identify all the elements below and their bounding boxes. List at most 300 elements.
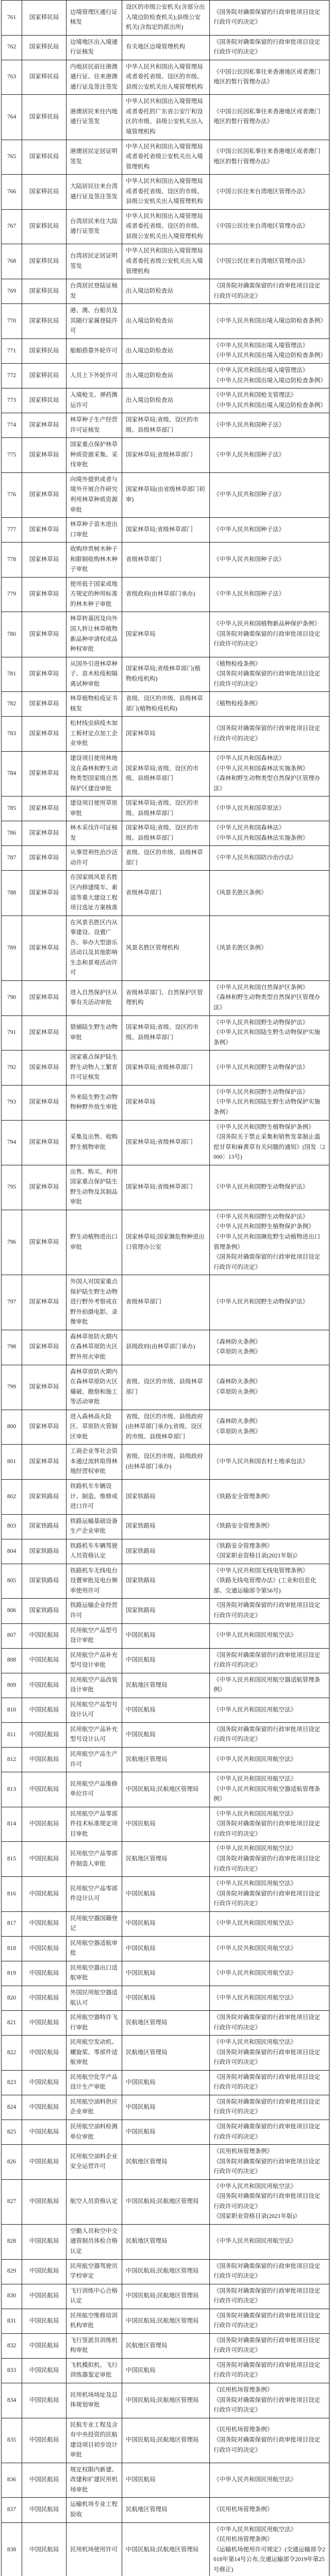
department-cell: 国家林草局 — [22, 1015, 67, 1050]
row-number: 800 — [2, 1410, 22, 1445]
legal-basis-cell — [210, 1410, 329, 1445]
department-cell: 国家铁路局 — [22, 1514, 67, 1539]
department-cell: 国家移民局 — [22, 244, 67, 279]
department-cell: 国家移民局 — [22, 175, 67, 210]
legal-basis-entry: 《中华人民共和国枪支管理法》 — [213, 391, 325, 401]
implementing-agency-cell: 中国民航局;民航地区管理局 — [122, 2309, 210, 2333]
legal-basis-entry: 《中华人民共和国民用航空法》 — [213, 1919, 325, 1929]
department-cell: 中国民航局 — [22, 1748, 67, 1772]
department-cell: 国家林草局 — [22, 657, 67, 692]
table-row — [2, 35, 329, 60]
legal-basis-entry: 《中华人民共和国草原法》 — [213, 804, 325, 814]
legal-basis-cell — [210, 413, 329, 438]
table-row — [2, 1648, 329, 1673]
legal-basis-cell — [210, 2309, 329, 2333]
implementing-agency-cell: 中国民航局;民航地区管理局 — [122, 1772, 210, 1807]
legal-basis-cell — [210, 1330, 329, 1365]
legal-basis-cell — [210, 1936, 329, 1961]
row-number: 793 — [2, 1085, 22, 1120]
implementing-agency-cell: 国家林草局;省级、设区的市级、县级林草部门 — [122, 413, 210, 438]
row-number: 805 — [2, 1564, 22, 1599]
item-name-cell: 内地居民前往港澳通行证、往来港澳通行证及签注签发 — [67, 60, 122, 95]
legal-basis-entry: 《民用机场管理条例》 — [213, 2425, 325, 2435]
item-name-cell: 航空人员资格认定 — [67, 2179, 122, 2224]
implementing-agency-cell: 中华人民共和国出入境管理局或者委托的广东省公安厅和设区的市级、县级公安机关出入境管理机构 — [122, 95, 210, 140]
approval-items-table — [1, 0, 329, 2576]
department-cell: 中国民航局 — [22, 2120, 67, 2144]
item-name-cell: 边境管理区通行证核发 — [67, 1, 122, 36]
item-name-cell: 民用航空器适航审批 — [67, 1936, 122, 1961]
item-name-cell: 民用航空产品维修单位许可 — [67, 1772, 122, 1807]
item-name-cell: 港澳居民来往内地通行证签发 — [67, 95, 122, 140]
legal-basis-entry: 《中华人民共和国种子法》 — [213, 589, 325, 600]
table-row — [2, 980, 329, 1015]
legal-basis-entry: 《中华人民共和国无线电管理条例》 — [213, 1566, 325, 1577]
legal-basis-cell — [210, 438, 329, 473]
row-number: 801 — [2, 1445, 22, 1480]
row-number: 796 — [2, 1210, 22, 1275]
implementing-agency-cell: 省级、设区的市级、县级林草部门 — [122, 1365, 210, 1410]
legal-basis-entry: 《民用机场管理条例》 — [213, 2535, 325, 2545]
legal-basis-cell — [210, 752, 329, 796]
department-cell: 中国民航局 — [22, 1877, 67, 1912]
row-number: 780 — [2, 612, 22, 657]
item-name-cell: 林草种子生产经营许可证核发 — [67, 413, 122, 438]
legal-basis-entry: 《国务院对确需保留的行政审批项目设定行政许可的决定》 — [213, 1725, 325, 1745]
department-cell: 中国民航局 — [22, 2070, 67, 2095]
implementing-agency-cell: 省级林草部门 — [122, 543, 210, 578]
item-name-cell: 国家重点保护林草种质资源采集、采伐审批 — [67, 438, 122, 473]
department-cell: 中国民航局 — [22, 2011, 67, 2036]
implementing-agency-cell: 中国民航局 — [122, 1961, 210, 1986]
legal-basis-entry: 《中华人民共和国民用航空法》 — [213, 1944, 325, 1954]
row-number: 834 — [2, 2383, 22, 2418]
row-number: 816 — [2, 1877, 22, 1912]
table-row — [2, 871, 329, 916]
item-name-cell: 民用航空产品改装设计审批 — [67, 1673, 122, 1698]
item-name-cell: 松材线虫病疫木加工板材定点加工企业审批 — [67, 717, 122, 752]
item-name-cell: 民用航空化学产品设计生产审批 — [67, 2070, 122, 2095]
legal-basis-cell — [210, 1445, 329, 1480]
item-name-cell: 民用航空产品零部件设计认可 — [67, 1877, 122, 1912]
legal-basis-cell — [210, 2259, 329, 2284]
legal-basis-cell — [210, 543, 329, 578]
legal-basis-cell — [210, 2498, 329, 2522]
item-name-cell: 外来陆生野生动物物种野外放生审批 — [67, 1085, 122, 1120]
row-number: 770 — [2, 304, 22, 339]
legal-basis-cell — [210, 35, 329, 60]
item-name-cell: 民航专业工程及含有中央投资的民航建设项目初步设计审批 — [67, 2418, 122, 2463]
legal-basis-entry: 《中华人民共和国种子法》 — [213, 420, 325, 431]
implementing-agency-cell: 中国民航局 — [122, 1877, 210, 1912]
legal-basis-cell — [210, 1120, 329, 1165]
legal-basis-cell — [210, 1698, 329, 1722]
item-name-cell: 台湾居民登陆证核发 — [67, 279, 122, 304]
department-cell: 国家移民局 — [22, 140, 67, 175]
table-row — [2, 2179, 329, 2224]
department-cell: 国家林草局 — [22, 518, 67, 543]
legal-basis-entry: 《国务院对确需保留的行政审批项目设定行政许可的决定》 — [213, 1601, 325, 1621]
legal-basis-entry: 《中华人民共和国野生动物保护法》 — [213, 1063, 325, 1073]
row-number: 763 — [2, 60, 22, 95]
item-name-cell: 民用航空产品零部件技术标准规定项目审批 — [67, 1807, 122, 1842]
table-row — [2, 796, 329, 821]
implementing-agency-cell: 国家林草局;省级林草部门 — [122, 1120, 210, 1165]
row-number: 797 — [2, 1275, 22, 1330]
row-number: 787 — [2, 846, 22, 871]
row-number: 825 — [2, 2120, 22, 2144]
department-cell: 中国民航局 — [22, 1961, 67, 1986]
item-name-cell: 铁路机车无线电台设置审批及电台频率使用许可 — [67, 1564, 122, 1599]
implementing-agency-cell: 民航地区管理局 — [122, 1673, 210, 1698]
row-number: 778 — [2, 543, 22, 578]
department-cell: 国家移民局 — [22, 60, 67, 95]
table-row — [2, 1275, 329, 1330]
table-row — [2, 363, 329, 388]
table-row — [2, 388, 329, 413]
legal-basis-entry: 《国务院对确需保留的行政审批项目设定行政许可的决定》 — [213, 2013, 325, 2033]
legal-basis-entry: 《国务院对确需保留的行政审批项目设定行政许可的决定》 — [213, 2435, 325, 2455]
row-number: 774 — [2, 413, 22, 438]
legal-basis-entry: 《国务院对确需保留的行政审批项目设定行政许可的决定》 — [213, 1651, 325, 1671]
row-number: 784 — [2, 752, 22, 796]
legal-basis-entry: 《中华人民共和国种子法》 — [213, 555, 325, 565]
item-name-cell: 船舶搭靠外轮许可 — [67, 338, 122, 363]
table-row — [2, 717, 329, 752]
row-number: 821 — [2, 2011, 22, 2036]
row-number: 833 — [2, 2358, 22, 2383]
table-row — [2, 1911, 329, 1936]
implementing-agency-cell: 中国民航局 — [122, 2358, 210, 2383]
row-number: 831 — [2, 2309, 22, 2333]
legal-basis-entry: 《国务院对确需保留的行政审批项目设定行政许可的决定》 — [213, 2361, 325, 2381]
item-name-cell: 台湾居民定居证明签发 — [67, 244, 122, 279]
table-row — [2, 2259, 329, 2284]
item-name-cell: 铁路运输企业经营许可 — [67, 1599, 122, 1623]
implementing-agency-cell: 省级林草部门、自然保护区管理机构 — [122, 980, 210, 1015]
row-number: 808 — [2, 1648, 22, 1673]
department-cell: 国家铁路局 — [22, 1539, 67, 1564]
department-cell: 中国民航局 — [22, 1842, 67, 1877]
row-number: 826 — [2, 2145, 22, 2180]
implementing-agency-cell: 中国民航局;民航地区管理局 — [122, 2522, 210, 2576]
legal-basis-cell — [210, 1015, 329, 1050]
row-number: 795 — [2, 1165, 22, 1210]
legal-basis-entry: 《国务院对确需保留的行政审批项目设定行政许可的决定》 — [213, 8, 325, 28]
item-name-cell: 台湾居民来往大陆通行证签发 — [67, 209, 122, 244]
table-row — [2, 1698, 329, 1722]
legal-basis-cell — [210, 363, 329, 388]
table-row — [2, 2070, 329, 2095]
table-row — [2, 472, 329, 517]
legal-basis-entry: 《森林和野生动物类型自然保护区管理办法》 — [213, 774, 325, 794]
legal-basis-entry: 《中国公民往来台湾地区管理办法》 — [213, 187, 325, 197]
department-cell: 中国民航局 — [22, 2463, 67, 2498]
implementing-agency-cell: 中国民航局;民航地区管理局 — [122, 2179, 210, 2224]
row-number: 807 — [2, 1623, 22, 1648]
department-cell: 国家移民局 — [22, 35, 67, 60]
legal-basis-cell — [210, 338, 329, 363]
department-cell: 国家移民局 — [22, 363, 67, 388]
department-cell: 国家林草局 — [22, 692, 67, 717]
department-cell: 国家林草局 — [22, 821, 67, 846]
table-row — [2, 2036, 329, 2071]
table-row — [2, 175, 329, 210]
item-name-cell: 民用航空器出口适航审批 — [67, 1961, 122, 1986]
department-cell: 中国民航局 — [22, 2309, 67, 2333]
item-name-cell: 民用航空发动机、螺旋桨、零部件适航审批 — [67, 2036, 122, 2071]
row-number: 779 — [2, 577, 22, 612]
item-name-cell: 民用航空产品零部件制造人审批 — [67, 1842, 122, 1877]
legal-basis-entry: 《中华人民共和国陆生野生动物保护实施条例》 — [213, 1097, 325, 1117]
implementing-agency-cell: 民航地区管理局 — [122, 1748, 210, 1772]
department-cell: 国家铁路局 — [22, 1599, 67, 1623]
item-name-cell: 规定权限内新建、改建和扩建民用机场审批 — [67, 2463, 122, 2498]
legal-basis-entry: 《中国公民因私事往来香港地区或者澳门地区的暂行管理办法》 — [213, 107, 325, 127]
legal-basis-cell — [210, 1748, 329, 1772]
legal-basis-entry: 《中华人民共和国民用航空器适航管理条例》 — [213, 1785, 325, 1805]
legal-basis-cell — [210, 1, 329, 36]
table-row — [2, 1623, 329, 1648]
implementing-agency-cell: 出入境边防检查站 — [122, 279, 210, 304]
implementing-agency-cell: 国家林草局;省级、设区的市级、县级林草部门 — [122, 821, 210, 846]
legal-basis-entry: 《草原防火条例》 — [213, 1427, 325, 1437]
row-number: 794 — [2, 1120, 22, 1165]
legal-basis-entry: 《运输机场使用许可规定》(交通运输部令2018年第14号公布,交通运输部令2019年第25号修正) — [213, 2545, 325, 2575]
legal-basis-entry: 《中华人民共和国民用航空法》 — [213, 1809, 325, 1820]
row-number: 783 — [2, 717, 22, 752]
item-name-cell: 民用航空油料企业安全运营许可 — [67, 2145, 122, 2180]
legal-basis-entry: 《中华人民共和国民用航空法》 — [213, 2038, 325, 2048]
item-name-cell: 森林草原防火期内在森林草原防火区野外用火审批 — [67, 1330, 122, 1365]
legal-basis-cell — [210, 2284, 329, 2309]
legal-basis-cell — [210, 2095, 329, 2120]
item-name-cell: 民用航空器特许飞行审批 — [67, 2011, 122, 2036]
department-cell: 国家林草局 — [22, 1330, 67, 1365]
item-name-cell: 入境枪支、弹药携运许可 — [67, 388, 122, 413]
item-name-cell: 民用航空油料供应企业审批 — [67, 2095, 122, 2120]
row-number: 824 — [2, 2095, 22, 2120]
table-row — [2, 2418, 329, 2463]
legal-basis-cell — [210, 1986, 329, 2010]
item-name-cell: 民用航空产品型号设计审批 — [67, 1623, 122, 1648]
legal-basis-cell — [210, 1085, 329, 1120]
legal-basis-entry: 《中华人民共和国防沙治沙法》 — [213, 853, 325, 863]
department-cell: 中国民航局 — [22, 1648, 67, 1673]
item-name-cell: 飞行训练中心合格认定 — [67, 2284, 122, 2309]
legal-basis-cell — [210, 1514, 329, 1539]
table-row — [2, 279, 329, 304]
implementing-agency-cell: 民航地区管理局 — [122, 1842, 210, 1877]
item-name-cell: 空勤人员和空中交通管制员体检合格认定 — [67, 2224, 122, 2259]
item-name-cell: 民用机场使用许可 — [67, 2522, 122, 2576]
row-number: 786 — [2, 821, 22, 846]
item-name-cell: 林草植物检疫证书核发 — [67, 692, 122, 717]
row-number: 820 — [2, 1986, 22, 2010]
department-cell: 国家铁路局 — [22, 1480, 67, 1515]
implementing-agency-cell: 中华人民共和国出入境管理局或者委托省级、设区的市级、县级公安机关出入境管理机构 — [122, 60, 210, 95]
legal-basis-entry: 《国务院对确需保留的行政审批项目设定行政许可的决定》 — [213, 669, 325, 689]
legal-basis-entry: 《中华人民共和国民用航空法》 — [213, 1774, 325, 1785]
implementing-agency-cell: 中华人民共和国出入境管理局或者委托省级公安机关出入境管理机构 — [122, 244, 210, 279]
legal-basis-entry: 《铁路安全管理条例》 — [213, 1492, 325, 1502]
legal-basis-cell — [210, 1877, 329, 1912]
table-row — [2, 2284, 329, 2309]
implementing-agency-cell: 省级、设区的市级、县级林草部门(植物检疫机构) — [122, 692, 210, 717]
table-row — [2, 1514, 329, 1539]
department-cell: 国家移民局 — [22, 388, 67, 413]
legal-basis-cell — [210, 796, 329, 821]
item-name-cell: 运输机场专业工程验收 — [67, 2498, 122, 2522]
table-row — [2, 244, 329, 279]
legal-basis-entry: 《中华人民共和国民用航空法》 — [213, 1879, 325, 1889]
implementing-agency-cell: 国家林草局;省级、设区的市级、县级林草部门 — [122, 752, 210, 796]
department-cell: 国家林草局 — [22, 1445, 67, 1480]
row-number: 802 — [2, 1480, 22, 1515]
row-number: 772 — [2, 363, 22, 388]
table-row — [2, 1599, 329, 1623]
implementing-agency-cell: 国家铁路局 — [122, 1480, 210, 1515]
implementing-agency-cell: 国家林草局;省级林草部门 — [122, 438, 210, 473]
table-row — [2, 612, 329, 657]
legal-basis-entry: 《中华人民共和国野生动物保护法》 — [213, 1182, 325, 1193]
item-name-cell: 猎捕陆生野生动物审批 — [67, 1015, 122, 1050]
legal-basis-cell — [210, 2070, 329, 2095]
legal-basis-cell — [210, 304, 329, 339]
row-number: 777 — [2, 518, 22, 543]
row-number: 829 — [2, 2259, 22, 2284]
implementing-agency-cell: 中国民航局;民航地区管理局 — [122, 2383, 210, 2418]
legal-basis-entry: 《中华人民共和国自然保护区条例》 — [213, 983, 325, 993]
legal-basis-cell — [210, 2011, 329, 2036]
department-cell: 中国民航局 — [22, 2224, 67, 2259]
implementing-agency-cell: 国家林草局;省级、设区的市级、县级林草部门 — [122, 796, 210, 821]
implementing-agency-cell: 民航地区管理局 — [122, 2333, 210, 2358]
legal-basis-cell — [210, 1648, 329, 1673]
item-name-cell: 民用航空维修培训机构审批 — [67, 2309, 122, 2333]
item-name-cell: 人员上下外轮许可 — [67, 363, 122, 388]
legal-basis-cell — [210, 244, 329, 279]
legal-basis-cell — [210, 388, 329, 413]
implementing-agency-cell: 省级政府(由林草部门承办) — [122, 577, 210, 612]
row-number: 767 — [2, 209, 22, 244]
implementing-agency-cell: 出入境边防检查站 — [122, 304, 210, 339]
legal-basis-entry: 《中华人民共和国森林法实施条例》 — [213, 834, 325, 844]
table-row — [2, 846, 329, 871]
legal-basis-entry: 《国务院对确需保留的行政审批项目设定行政许可的决定》 — [213, 2048, 325, 2068]
implementing-agency-cell: 国家林草局;省级林草部门 — [122, 518, 210, 543]
row-number: 822 — [2, 2036, 22, 2071]
department-cell: 国家林草局 — [22, 916, 67, 980]
department-cell: 中国民航局 — [22, 2036, 67, 2071]
table-row — [2, 2522, 329, 2576]
item-name-cell: 进入森林高火险区、草原防火管制区审批 — [67, 1410, 122, 1445]
item-name-cell: 铁路机车车辆设计、制造、维修或进口许可 — [67, 1480, 122, 1515]
legal-basis-entry: 《国务院对确需保留的行政审批项目设定行政许可的决定》 — [213, 2311, 325, 2331]
legal-basis-entry: 《植物检疫条例》 — [213, 659, 325, 670]
item-name-cell: 外国人对国家重点保护陆生野生动物进行野外考察或在野外拍摄电影、录像审批 — [67, 1275, 122, 1330]
implementing-agency-cell: 国家林草局;省级、设区的市级、县级林草部门 — [122, 1015, 210, 1050]
implementing-agency-cell: 国家林草局 — [122, 1085, 210, 1120]
table-row — [2, 657, 329, 692]
row-number: 766 — [2, 175, 22, 210]
legal-basis-cell — [210, 1673, 329, 1698]
row-number: 827 — [2, 2179, 22, 2224]
legal-basis-entry: 《国务院对确需保留的行政审批项目设定行政许可的决定》 — [213, 1889, 325, 1909]
legal-basis-cell — [210, 1480, 329, 1515]
legal-basis-entry: 《中华人民共和国植物新品种保护条例》 — [213, 619, 325, 630]
row-number: 818 — [2, 1936, 22, 1961]
department-cell: 中国民航局 — [22, 2498, 67, 2522]
row-number: 771 — [2, 338, 22, 363]
legal-basis-cell — [210, 657, 329, 692]
implementing-agency-cell: 民航地区管理局 — [122, 2145, 210, 2180]
department-cell: 中国民航局 — [22, 2383, 67, 2418]
legal-basis-entry: 《国家职业资格目录(2021年版)》 — [213, 1551, 325, 1562]
item-name-cell: 使用低于国家或地方规定的种用标准的林木种子审批 — [67, 577, 122, 612]
department-cell: 中国民航局 — [22, 1722, 67, 1747]
table-row — [2, 1085, 329, 1120]
department-cell: 国家林草局 — [22, 1365, 67, 1410]
implementing-agency-cell: 国家林草局;省级林草部门(植物检疫机构) — [122, 657, 210, 692]
legal-basis-entry: 《中华人民共和国野生动物保护法》 — [213, 1088, 325, 1098]
row-number: 785 — [2, 796, 22, 821]
legal-basis-cell — [210, 1772, 329, 1807]
legal-basis-entry: 《中华人民共和国种子法》 — [213, 525, 325, 535]
row-number: 823 — [2, 2070, 22, 2095]
department-cell: 国家林草局 — [22, 1165, 67, 1210]
table-row — [2, 1120, 329, 1165]
legal-basis-entry: 《中国公民往来台湾地区管理办法》 — [213, 257, 325, 267]
department-cell: 中国民航局 — [22, 1698, 67, 1722]
legal-basis-cell — [210, 1210, 329, 1275]
table-row — [2, 1842, 329, 1877]
legal-basis-cell — [210, 2179, 329, 2224]
item-name-cell: 在国家级风景名胜区内修建缆车、索道等重大建设工程项目选址方案核准 — [67, 871, 122, 916]
legal-basis-entry: 《中华人民共和国野生动物保护法》 — [213, 1212, 325, 1223]
department-cell: 国家林草局 — [22, 796, 67, 821]
department-cell: 国家林草局 — [22, 1120, 67, 1165]
table-row — [2, 1480, 329, 1515]
row-number: 789 — [2, 916, 22, 980]
legal-basis-entry: 《国务院对确需保留的行政审批项目设定行政许可的决定》 — [213, 2336, 325, 2356]
table-row — [2, 1445, 329, 1480]
row-number: 813 — [2, 1772, 22, 1807]
legal-basis-entry: 《铁路无线电管理办法》(工业和信息化部、交通运输部令第56号) — [213, 1576, 325, 1596]
implementing-agency-cell: 国家铁路局 — [122, 1514, 210, 1539]
implementing-agency-cell: 国家林草局;省级林草部门 — [122, 1165, 210, 1210]
legal-basis-entry: 《中华人民共和国出境入境管理法》 — [213, 341, 325, 351]
department-cell: 国家移民局 — [22, 95, 67, 140]
implementing-agency-cell: 中国民航局 — [122, 1807, 210, 1842]
table-row — [2, 916, 329, 980]
row-number: 762 — [2, 35, 22, 60]
legal-basis-cell — [210, 612, 329, 657]
legal-basis-entry: 《国务院关于禁止采集和销售发菜制止滥挖甘草和麻黄草有关问题的通知》(国发〔2000〕13号) — [213, 1132, 325, 1163]
legal-basis-entry: 《森林防火条例》 — [213, 1377, 325, 1387]
legal-basis-cell — [210, 2383, 329, 2418]
department-cell: 国家林草局 — [22, 1210, 67, 1275]
row-number: 832 — [2, 2333, 22, 2358]
table-row — [2, 1807, 329, 1842]
legal-basis-cell — [210, 1365, 329, 1410]
department-cell: 国家林草局 — [22, 846, 67, 871]
implementing-agency-cell: 设区的市级公安机关(含部分出入境边防检查机关);县级公安机关(含指定的派出所) — [122, 1, 210, 36]
implementing-agency-cell: 有关地区边境管理机构 — [122, 35, 210, 60]
legal-basis-entry: 《国务院对确需保留的行政审批项目设定行政许可的决定》 — [213, 2262, 325, 2282]
row-number: 803 — [2, 1514, 22, 1539]
department-cell: 中国民航局 — [22, 2179, 67, 2224]
